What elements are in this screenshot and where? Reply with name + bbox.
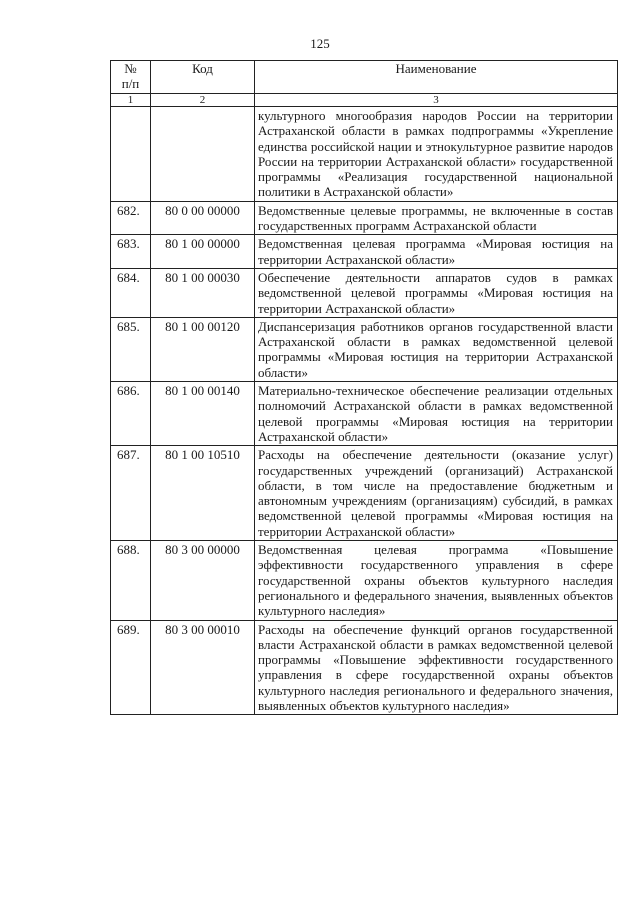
row-name: Ведомственная целевая программа «Повышение эффективности государственного управления в сфере государственной охраны объектов культурного наследия регионального и федерального значения, выявленных объектов культурного наследия»	[255, 541, 618, 620]
row-number	[111, 107, 151, 202]
row-number: 687.	[111, 446, 151, 541]
table-row	[111, 201, 618, 235]
table-row	[111, 541, 618, 620]
row-code: 80 3 00 00010	[151, 620, 255, 715]
header-index-name: 3	[255, 94, 618, 107]
row-number: 689.	[111, 620, 151, 715]
row-name: Ведомственная целевая программа «Мировая юстиция на территории Астраханской области»	[255, 235, 618, 269]
row-name: Обеспечение деятельности аппаратов судов в рамках ведомственной целевой программы «Мировая юстиция на территории Астраханской области»	[255, 268, 618, 317]
header-index-code: 2	[151, 94, 255, 107]
row-number: 682.	[111, 201, 151, 235]
row-name: культурного многообразия народов России на территории Астраханской области в рамках подпрограммы «Укрепление единства российской нации и этнокультурное развитие народов России на территории Астраханской области» государственной программы «Реализация государственной национальной политики в Астраханской области»	[255, 107, 618, 202]
page-number: 125	[310, 36, 330, 51]
row-number: 683.	[111, 235, 151, 269]
row-code: 80 0 00 00000	[151, 201, 255, 235]
row-number: 684.	[111, 268, 151, 317]
row-number: 685.	[111, 317, 151, 381]
row-name: Диспансеризация работников органов государственной власти Астраханской области в рамках ведомственной целевой программы «Мировая юстиция на территории Астраханской области»	[255, 317, 618, 381]
row-code: 80 1 00 00030	[151, 268, 255, 317]
table-row	[111, 620, 618, 715]
row-number: 688.	[111, 541, 151, 620]
header-index-num: 1	[111, 94, 151, 107]
table-row	[111, 382, 618, 446]
row-code: 80 1 00 00140	[151, 382, 255, 446]
row-code: 80 1 00 00000	[151, 235, 255, 269]
table-row	[111, 235, 618, 269]
header-num: № п/п	[111, 61, 151, 94]
table-row	[111, 268, 618, 317]
row-code: 80 1 00 10510	[151, 446, 255, 541]
header-code: Код	[151, 61, 255, 94]
row-number: 686.	[111, 382, 151, 446]
table-row	[111, 446, 618, 541]
table-header-row	[111, 61, 618, 94]
row-name: Материально-техническое обеспечение реализации отдельных полномочий Астраханской области в рамках ведомственной целевой программы «Мировая юстиция на территории Астраханской области»	[255, 382, 618, 446]
row-code: 80 3 00 00000	[151, 541, 255, 620]
row-name: Расходы на обеспечение функций органов государственной власти Астраханской области в рамках ведомственной целевой программы «Повышение эффективности государственного управления в сфере государственной охраны объектов культурного наследия регионального и федерального значения, выявленных объектов культурного наследия»	[255, 620, 618, 715]
table-header-index-row	[111, 94, 618, 107]
header-name: Наименование	[255, 61, 618, 94]
budget-code-table	[110, 60, 618, 715]
table-row	[111, 317, 618, 381]
table-row	[111, 107, 618, 202]
row-code	[151, 107, 255, 202]
row-code: 80 1 00 00120	[151, 317, 255, 381]
row-name: Расходы на обеспечение деятельности (оказание услуг) государственных учреждений (организаций) Астраханской области, в том числе на предоставление бюджетным и автономным учреждениям (организациям) субсидий, в рамках ведомственной целевой программы «Мировая юстиция на территории Астраханской области»	[255, 446, 618, 541]
row-name: Ведомственные целевые программы, не включенные в состав государственных программ Астраханской области	[255, 201, 618, 235]
